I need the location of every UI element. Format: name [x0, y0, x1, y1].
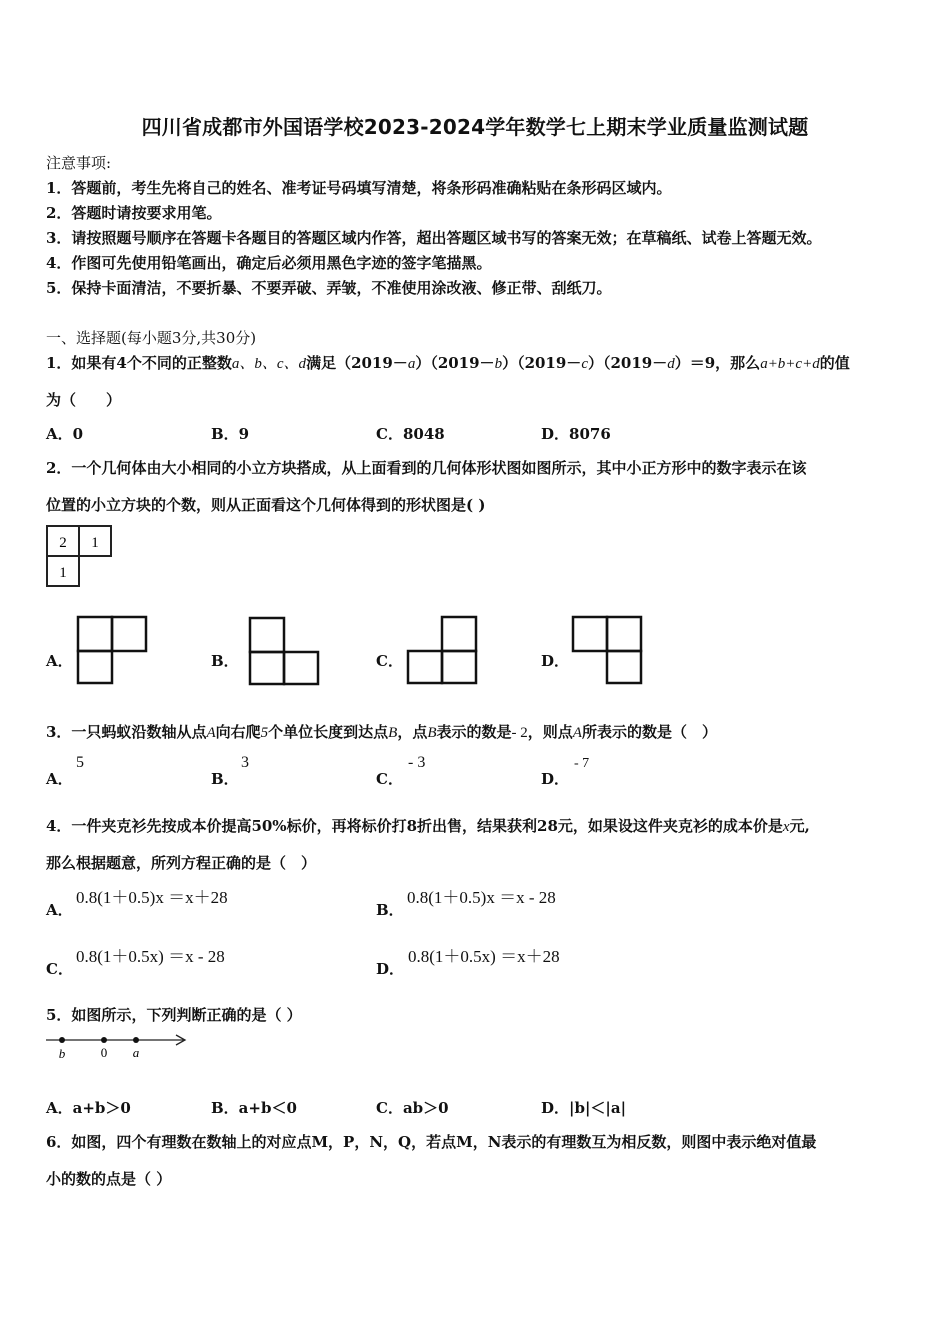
q4-stem: 4．一件夹克衫先按成本价提高50%标价，再将标价打8折出售，结果获利28元，如果设这件夹克衫的成本价是x元, — [46, 817, 810, 835]
notice-item: 1．答题前，考生先将自己的姓名、准考证号码填写清楚，将条形码准确粘贴在条形码区域内。 — [46, 179, 672, 197]
q2-figure-c — [405, 614, 479, 686]
page-title: 四川省成都市外国语学校2023-2024学年数学七上期末学业质量监测试题 — [141, 115, 809, 139]
q2-figure-d — [570, 614, 644, 686]
q6-stem-cont: 小的数的点是（ ） — [46, 1170, 172, 1188]
q2-option-b: B． — [211, 652, 239, 670]
section-heading: 一、选择题(每小题3分,共30分) — [46, 329, 257, 347]
q3-option-b: B． — [211, 770, 239, 788]
point-b — [59, 1037, 65, 1043]
q3-option-a: A． — [46, 770, 73, 788]
q2-option-c: C． — [376, 652, 403, 670]
q2-figure-b — [247, 615, 321, 687]
q4-option-c: C． — [46, 960, 73, 978]
q1-stem: 1．如果有4个不同的正整数a、b、c、d满足（2019－a）（2019－b）（2019－c）（2019－d）＝9，那么a+b+c+d的值 — [46, 354, 850, 372]
q4-option-b: B． — [376, 901, 404, 919]
q3-stem: 3．一只蚂蚁沿数轴从点A向右爬5个单位长度到达点B，点B表示的数是- 2，则点A所表示的数是（ ） — [46, 723, 717, 741]
grid-count: 1 — [91, 535, 99, 551]
q3-value-b: 3 — [241, 754, 249, 771]
top-view-figure — [45, 524, 115, 590]
point-zero — [101, 1037, 107, 1043]
number-line-figure — [44, 1030, 190, 1062]
q3-value-c: - 3 — [408, 754, 426, 771]
notice-heading: 注意事项: — [46, 154, 112, 172]
q1-option-d: D．8076 — [541, 425, 611, 443]
q4-equation-a: 0.8(1＋0.5)x ＝x＋28 — [76, 888, 228, 907]
q2-stem: 2．一个几何体由大小相同的小立方块搭成，从上面看到的几何体形状图如图所示，其中小正方形中的数字表示在该 — [46, 459, 807, 477]
q5-option-a: A．a+b＞0 — [46, 1099, 131, 1117]
q5-stem: 5．如图所示，下列判断正确的是（ ） — [46, 1006, 302, 1024]
q2-stem-cont: 位置的小立方块的个数，则从正面看这个几何体得到的形状图是( ) — [46, 496, 486, 514]
q2-figure-a — [75, 614, 149, 686]
q3-option-c: C． — [376, 770, 403, 788]
q1-option-c: C．8048 — [376, 425, 445, 443]
notice-item: 3．请按照题号顺序在答题卡各题目的答题区域内作答，超出答题区域书写的答案无效；在草稿纸、试卷上答题无效。 — [46, 229, 822, 247]
q1-option-b: B．9 — [211, 425, 250, 443]
axis-label-b: b — [58, 1046, 66, 1061]
q4-stem-cont: 那么根据题意，所列方程正确的是（ ） — [46, 854, 317, 872]
q3-option-d: D． — [541, 770, 570, 788]
q2-option-a: A． — [46, 652, 73, 670]
notice-item: 4．作图可先使用铅笔画出，确定后必须用黑色字迹的签字笔描黑。 — [46, 254, 492, 272]
q5-option-b: B．a+b＜0 — [211, 1099, 297, 1117]
q3-value-d: - 7 — [574, 756, 590, 771]
q4-option-d: D． — [376, 960, 405, 978]
grid-count: 2 — [59, 535, 67, 551]
axis-label-a: a — [132, 1045, 140, 1060]
q1-option-a: A．0 — [46, 425, 84, 443]
notice-item: 2．答题时请按要求用笔。 — [46, 204, 222, 222]
axis-label-zero: 0 — [100, 1045, 108, 1060]
grid-count: 1 — [59, 565, 67, 581]
q6-stem: 6．如图，四个有理数在数轴上的对应点M，P，N，Q，若点M，N表示的有理数互为相反数，则图中表示绝对值最 — [46, 1133, 817, 1151]
q4-equation-c: 0.8(1＋0.5x) ＝x - 28 — [76, 947, 225, 966]
q4-option-a: A． — [46, 901, 73, 919]
q5-option-c: C．ab＞0 — [376, 1099, 449, 1117]
q5-option-d: D．|b|＜|a| — [541, 1099, 627, 1117]
q4-equation-b: 0.8(1＋0.5)x ＝x - 28 — [407, 888, 556, 907]
notice-item: 5．保持卡面清洁，不要折暴、不要弄破、弄皱，不准使用涂改液、修正带、刮纸刀。 — [46, 279, 612, 297]
q1-stem-cont: 为（ ） — [46, 391, 122, 409]
q3-value-a: 5 — [76, 754, 84, 771]
q2-option-d: D． — [541, 652, 570, 670]
q4-equation-d: 0.8(1＋0.5x) ＝x＋28 — [408, 947, 560, 966]
point-a — [133, 1037, 139, 1043]
